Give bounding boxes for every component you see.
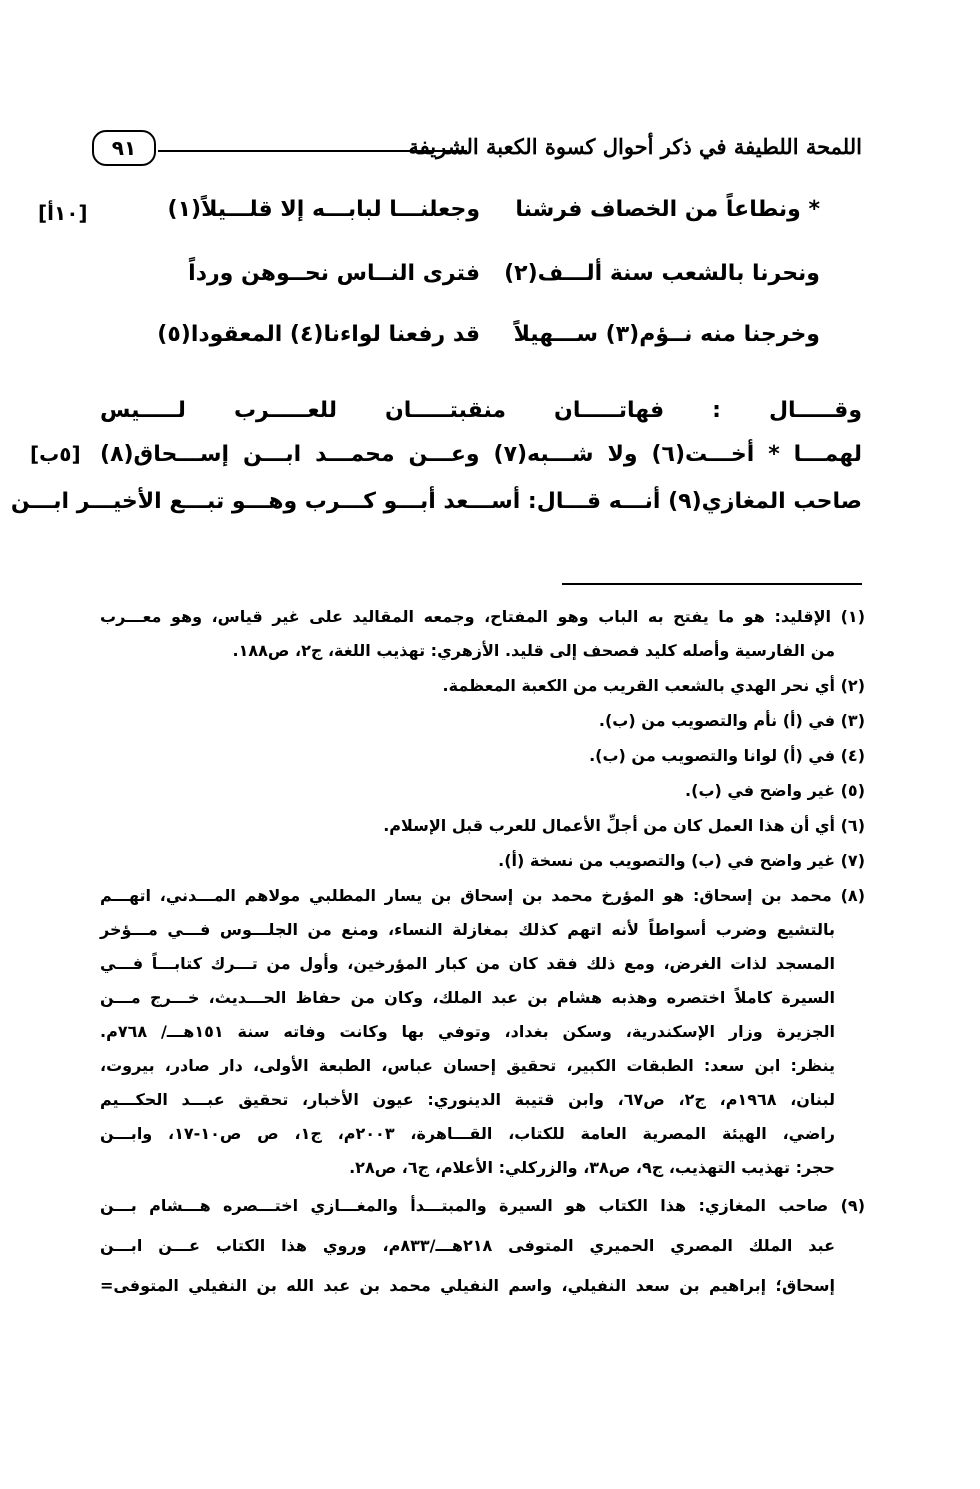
footnote-3 xyxy=(100,704,865,738)
footnote-line: (٧) غير واضح في (ب) والتصويب من نسخة (أ). xyxy=(498,851,865,870)
footnote-line: السيرة كاملاً اختصره وهذبه هشام بن عبد الملك، وكان من حفاظ الحـــديث، خـــرج مـــن xyxy=(100,988,835,1007)
footnote-line: (٨) محمد بن إسحاق: هو المؤرخ محمد بن إسحاق بن يسار المطلبي مولاهم المـــدني، اتهـــم xyxy=(100,886,865,905)
poem-verse-2 xyxy=(100,261,820,301)
header-rule xyxy=(158,150,467,152)
footnote-line: راضي، الهيئة المصرية العامة للكتاب، القـــاهرة، ٢٠٠٣م، ج١، ص ص١٠-١٧، وابـــن xyxy=(100,1124,836,1143)
folio-marker-b: [٥ب] xyxy=(30,442,81,466)
verse-hemistich-second: وجعلنـــا لبابـــه إلا قلـــيلاً(١) xyxy=(167,197,480,222)
footnote-line: لبنان، ١٩٦٨م، ج٢، ص٦٧، وابن قتيبة الدينوري: عيون الأخبار، تحقيق عبـــد الحكـــيم xyxy=(100,1090,836,1109)
footnote-line: إسحاق؛ إبراهيم بن سعد النفيلي، واسم النفيلي محمد بن عبد الله بن النفيلي المتوفى= xyxy=(100,1276,835,1295)
running-header xyxy=(92,128,862,176)
footnote-2 xyxy=(100,669,865,703)
footnote-7 xyxy=(100,844,865,878)
footnote-line: (٢) أي نحر الهدي بالشعب القريب من الكعبة المعظمة. xyxy=(442,676,865,695)
prose-line-1: وقـــــال : فهاتـــــان منقبتـــــان للعـــــرب لـــــيس xyxy=(100,398,862,423)
footnote-8 xyxy=(100,879,865,1185)
verse-hemistich-first: * ونطاعاً من الخصاف فرشنا xyxy=(515,197,820,222)
footnote-line: بالتشيع وضرب أسواطاً لأنه اتهم كذلك بمغازلة النساء، ومنع من الجلـــوس فـــي مـــؤخر xyxy=(100,920,835,939)
footnote-line: الجزيرة وزار الإسكندرية، وسكن بغداد، وتوفي بها وكانت وفاته سنة ١٥١هـــ/ ٧٦٨م. xyxy=(100,1022,836,1041)
verse-hemistich-second: فترى النــاس نحــوهن ورداً xyxy=(188,261,480,286)
prose-line-3: صاحب المغازي(٩) أنـــه قـــال: أســـعد أبـــو كـــرب وهـــو تبـــع الأخيـــر ابـــن xyxy=(10,489,862,514)
footnote-9 xyxy=(100,1186,865,1306)
verse-hemistich-second: قد رفعنا لواءنا(٤) المعقودا(٥) xyxy=(157,322,480,347)
footnotes xyxy=(100,600,865,1307)
footnote-line: (٣) في (أ) نأم والتصويب من (ب). xyxy=(598,711,865,730)
poem-verse-1 xyxy=(100,197,820,237)
footnote-line: حجر: تهذيب التهذيب، ج٩، ص٣٨، والزركلي: الأعلام، ج٦، ص٢٨. xyxy=(349,1158,835,1177)
folio-marker-a: [١٠أ] xyxy=(38,201,88,225)
footnote-5 xyxy=(100,774,865,808)
footnote-line: عبد الملك المصري الحميري المتوفى ٢١٨هـــ/٨٣٣م، وروي هذا الكتاب عـــن ابـــن xyxy=(100,1236,836,1255)
footnote-line: (٦) أي أن هذا العمل كان من أجلِّ الأعمال للعرب قبل الإسلام. xyxy=(383,816,865,835)
prose-line-2: لهمـــا * أخـــت(٦) ولا شـــبه(٧) وعـــن محمـــد ابـــن إســـحاق(٨) xyxy=(100,442,862,467)
footnote-4 xyxy=(100,739,865,773)
poem-verse-3 xyxy=(100,322,820,362)
page-number: ٩١ xyxy=(92,130,156,166)
footnote-line: (٥) غير واضح في (ب). xyxy=(685,781,865,800)
footnote-6 xyxy=(100,809,865,843)
verse-hemistich-first: ونحرنا بالشعب سنة ألـــف(٢) xyxy=(504,261,820,286)
footnote-line: من الفارسية وأصله كليد فصحف إلى قليد. الأزهري: تهذيب اللغة، ج٢، ص١٨٨. xyxy=(232,641,835,660)
footnote-line: المسجد لذات الغرض، ومع ذلك فقد كان من كبار المؤرخين، وأول من تـــرك كتابـــاً فـــي xyxy=(100,954,835,973)
footnote-line: (١) الإقليد: هو ما يفتح به الباب وهو المفتاح، وجمعه المقاليد على غير قياس، وهو معـــرب xyxy=(100,607,865,626)
footnote-line: ينظر: ابن سعد: الطبقات الكبير، تحقيق إحسان عباس، الطبعة الأولى، دار صادر، بيروت، xyxy=(100,1056,835,1075)
footnote-line: (٤) في (أ) لوانا والتصويب من (ب). xyxy=(589,746,865,765)
verse-hemistich-first: وخرجنا منه نــؤم(٣) ســـهيلاً xyxy=(513,322,820,347)
footnote-separator xyxy=(562,583,862,585)
footnote-1 xyxy=(100,600,865,668)
footnote-line: (٩) صاحب المغازي: هذا الكتاب هو السيرة والمبتـــدأ والمغـــازي اختـــصره هـــشام بـــن xyxy=(100,1196,865,1215)
header-title: اللمحة اللطيفة في ذكر أحوال كسوة الكعبة الشريفة xyxy=(408,134,862,159)
